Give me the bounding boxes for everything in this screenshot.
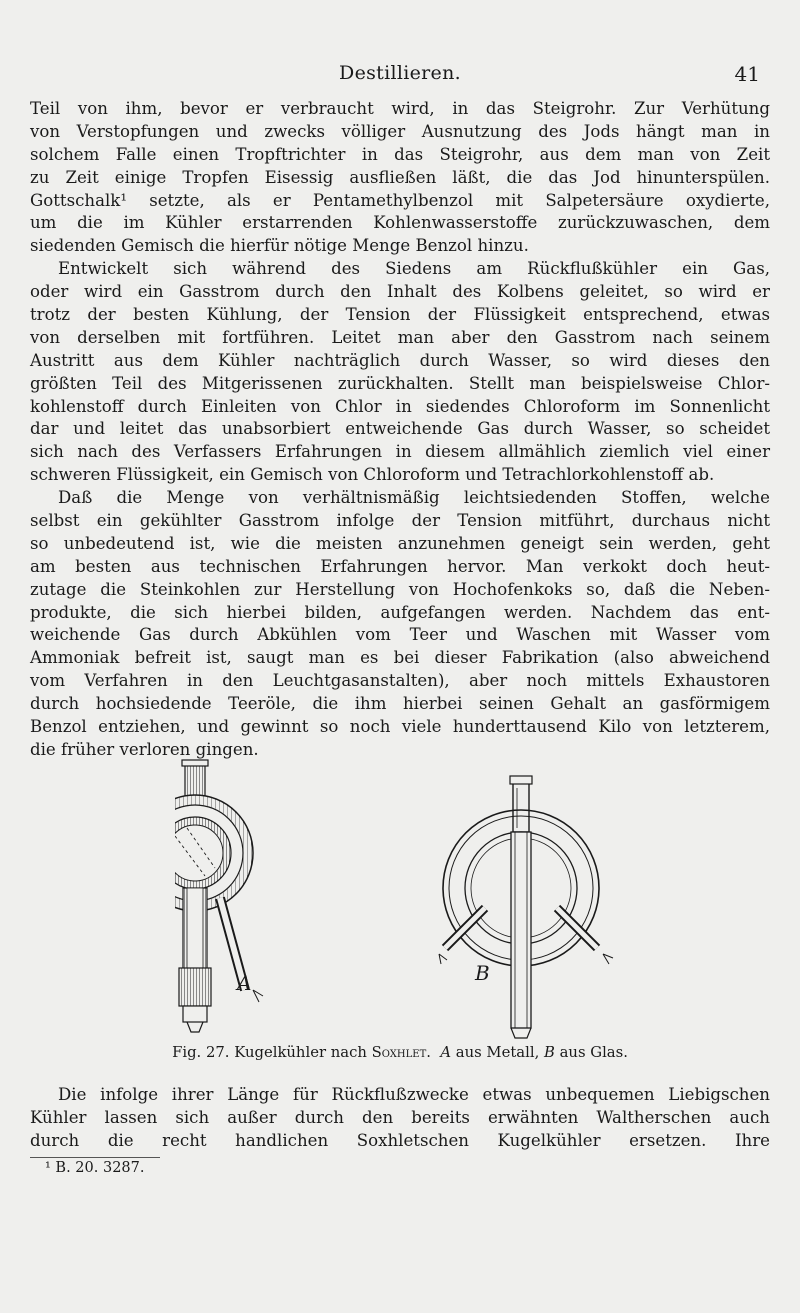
text-line: schweren Flüssigkeit, ein Gemisch von Chloroform und Tetrachlorkohlenstoff ab. [30,465,715,485]
text-line: durch die recht handlichen Soxhletschen Kugelkühler ersetzen. Ihre [30,1130,770,1150]
text-line: Daß die Menge von verhältnismäßig leichtsiedenden Stoffen, welche [58,488,770,508]
text-line: durch hochsiedende Teeröle, die ihm hierbei seinen Gehalt an gasförmigem [30,694,770,714]
caption-main: Kugelkühler nach [234,1044,367,1061]
text-line: Kühler lassen sich außer durch den bereits erwähnten Waltherschen auch [30,1107,770,1127]
caption-prefix: Fig. 27. [172,1044,230,1061]
page-number: 41 [734,62,760,86]
running-title: Destillieren. [339,62,461,84]
text-line: kohlenstoff durch Einleiten von Chlor in siedendes Chloroform im Sonnenlicht [30,396,770,416]
caption-b: B [544,1044,555,1061]
text-line: Austritt aus dem Kühler nachträglich durch Wasser, so wird dieses den [30,350,770,370]
kugelkuehler-illustration [175,758,665,1040]
text-line: Entwickelt sich während des Siedens am Rückflußkühler ein Gas, [58,259,770,279]
text-line: so unbedeutend ist, wie die meisten anzunehmen geneigt sein werden, geht [30,533,770,553]
text-line: zu Zeit einige Tropfen Eisessig ausfließen läßt, die das Jod hinunterspülen. [30,167,770,187]
text-line: Ammoniak befreit ist, saugt man es bei dieser Fabrikation (also abweichend [30,648,770,668]
text-line: dar und leitet das unabsorbiert entweichende Gas durch Wasser, so scheidet [30,419,770,439]
footnote-rule [30,1157,160,1158]
text-line: Gottschalk¹ setzte, als er Pentamethylbenzol mit Salpetersäure oxydierte, [30,190,770,210]
cooler-b-glass [439,776,613,1038]
body-text [30,98,770,762]
label-b: B [475,961,490,985]
caption-a: A [440,1044,452,1061]
text-line: von Verstopfungen und zwecks völliger Ausnutzung des Jods hängt man in [30,121,770,141]
caption-a-text: aus Metall, [455,1044,540,1061]
text-line: Teil von ihm, bevor er verbraucht wird, in das Steigrohr. Zur Verhütung [30,99,770,118]
figure-caption [0,1044,800,1061]
label-a: A [237,971,252,995]
footnote: ¹ B. 20. 3287. [45,1160,145,1176]
text-line: sich nach des Verfassers Erfahrungen in diesem allmählich ziemlich viel einer [30,442,770,462]
text-line: Benzol entziehen, und gewinnt so noch viele hunderttausend Kilo von letzterem, [30,717,770,737]
text-line: größten Teil des Mitgerissenen zurückhalten. Stellt man beispielsweise Chlor- [30,373,770,393]
text-line: vom Verfahren in den Leuchtgasanstalten), aber noch mittels Exhaustoren [30,671,770,691]
text-line: Die infolge ihrer Länge für Rückflußzwecke etwas unbequemen Liebigschen [58,1085,770,1104]
text-line: oder wird ein Gasstrom durch den Inhalt des Kolbens geleitet, so wird er [30,282,770,302]
caption-name: Soxhlet. [371,1044,431,1061]
text-line: trotz der besten Kühlung, der Tension der Flüssigkeit entsprechend, etwas [30,305,770,325]
text-line: die früher verloren gingen. [30,739,259,759]
text-line: zutage die Steinkohlen zur Herstellung von Hochofenkoks so, daß die Neben- [30,579,770,599]
text-line: von derselben mit fortführen. Leitet man aber den Gasstrom nach seinem [30,327,770,347]
text-line: solchem Falle einen Tropftrichter in das Steigrohr, aus dem man von Zeit [30,144,770,164]
text-line: produkte, die sich hierbei bilden, aufgefangen werden. Nachdem das ent- [30,602,770,622]
text-line: selbst ein gekühlter Gasstrom infolge der Tension mitführt, durchaus nicht [30,511,770,531]
text-line: um die im Kühler erstarrenden Kohlenwasserstoffe zurückzuwaschen, dem [30,213,770,233]
paragraph-after-figure [30,1084,770,1153]
running-header [0,62,800,92]
caption-b-text: aus Glas. [559,1044,628,1061]
text-line: siedenden Gemisch die hierfür nötige Menge Benzol hinzu. [30,236,529,256]
figure-27 [175,758,665,1040]
text-line: weichende Gas durch Abkühlen vom Teer und Waschen mit Wasser vom [30,625,770,645]
text-line: am besten aus technischen Erfahrungen hervor. Man verkokt doch heut- [30,556,770,576]
